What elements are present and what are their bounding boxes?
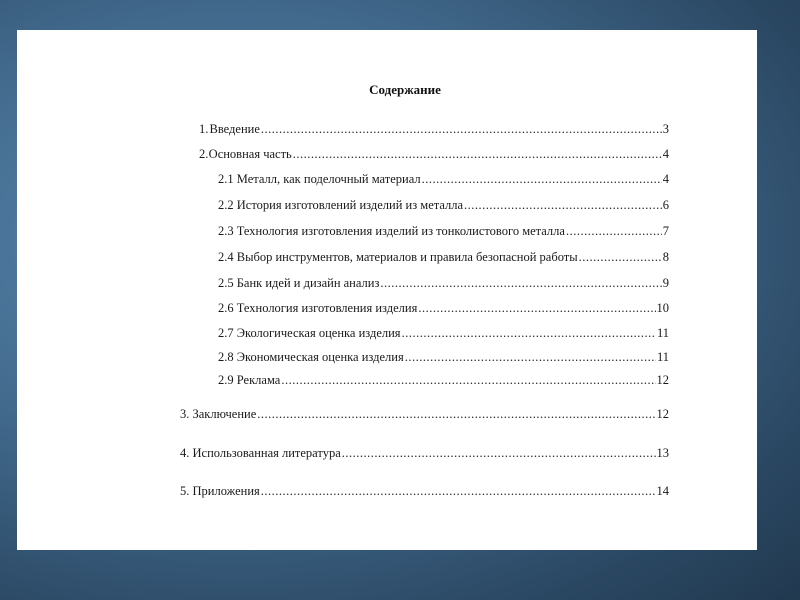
toc-leader-dots bbox=[422, 172, 662, 187]
toc-leader-dots bbox=[380, 276, 661, 291]
toc-entry-label: 5. Приложения bbox=[180, 484, 260, 498]
toc-entry-page: 14 bbox=[656, 484, 669, 498]
toc-entry-2-7 bbox=[218, 326, 669, 341]
toc-entry-label: Введение bbox=[209, 122, 260, 136]
toc-entry-2-6 bbox=[218, 301, 669, 316]
toc-entry-label: 2.7 Экологическая оценка изделия bbox=[218, 326, 401, 340]
toc-entry-page: 6 bbox=[662, 198, 669, 212]
toc-entry-2-3 bbox=[218, 224, 669, 239]
toc-entry-label: 3. Заключение bbox=[180, 407, 257, 421]
toc-entry-label: 2.1 Металл, как поделочный материал bbox=[218, 172, 421, 186]
toc-entry-main-part bbox=[199, 147, 669, 162]
toc-entry-2-1 bbox=[218, 172, 669, 187]
toc-leader-dots bbox=[293, 147, 662, 162]
toc-leader-dots bbox=[402, 326, 656, 341]
toc-leader-dots bbox=[579, 250, 662, 265]
toc-leader-dots bbox=[261, 484, 656, 499]
toc-title: Содержание bbox=[369, 82, 441, 97]
toc-leader-dots bbox=[566, 224, 662, 239]
toc-entry-label: 2.5 Банк идей и дизайн анализ bbox=[218, 276, 380, 290]
document-page bbox=[17, 30, 757, 550]
toc-leader-dots bbox=[418, 301, 655, 316]
toc-entry-page: 9 bbox=[662, 276, 669, 290]
toc-entry-appendices bbox=[180, 484, 669, 499]
toc-entry-page: 12 bbox=[656, 373, 669, 387]
toc-entry-conclusion bbox=[180, 407, 669, 422]
toc-entry-2-9 bbox=[218, 373, 669, 388]
toc-entry-number: 2. bbox=[199, 147, 209, 161]
toc-entry-label: 2.6 Технология изготовления изделия bbox=[218, 301, 418, 315]
toc-entry-literature bbox=[180, 446, 669, 461]
toc-entry-page: 3 bbox=[662, 122, 669, 136]
toc-entry-label: 2.9 Реклама bbox=[218, 373, 281, 387]
toc-entry-2-2 bbox=[218, 198, 669, 213]
toc-entry-page: 12 bbox=[656, 407, 669, 421]
toc-entry-page: 10 bbox=[656, 301, 669, 315]
toc-entry-page: 8 bbox=[662, 250, 669, 264]
toc-leader-dots bbox=[281, 373, 655, 388]
toc-leader-dots bbox=[342, 446, 656, 461]
toc-entry-page: 7 bbox=[662, 224, 669, 238]
toc-leader-dots bbox=[464, 198, 662, 213]
toc-entry-label: 2.3 Технология изготовления изделий из тонколистового металла bbox=[218, 224, 565, 238]
toc-entry-2-4 bbox=[218, 250, 669, 265]
toc-entry-label: 2.8 Экономическая оценка изделия bbox=[218, 350, 404, 364]
toc-entry-page: 4 bbox=[662, 172, 669, 186]
toc-entry-label: 2.2 История изготовлений изделий из металла bbox=[218, 198, 464, 212]
toc-entry-page: 11 bbox=[656, 350, 669, 364]
toc-entry-page: 13 bbox=[656, 446, 669, 460]
toc-entry-page: 11 bbox=[656, 326, 669, 340]
toc-entry-number: 1. bbox=[199, 122, 209, 136]
toc-entry-label: Основная часть bbox=[208, 147, 292, 161]
toc-entry-label: 2.4 Выбор инструментов, материалов и правила безопасной работы bbox=[218, 250, 578, 264]
toc-leader-dots bbox=[405, 350, 656, 365]
toc-entry-label: 4. Использованная литература bbox=[180, 446, 341, 460]
toc-leader-dots bbox=[261, 122, 662, 137]
toc-leader-dots bbox=[257, 407, 655, 422]
toc-entry-2-5 bbox=[218, 276, 669, 291]
toc-entry-introduction bbox=[199, 122, 669, 137]
toc-entry-2-8 bbox=[218, 350, 669, 365]
toc-entry-page: 4 bbox=[662, 147, 669, 161]
